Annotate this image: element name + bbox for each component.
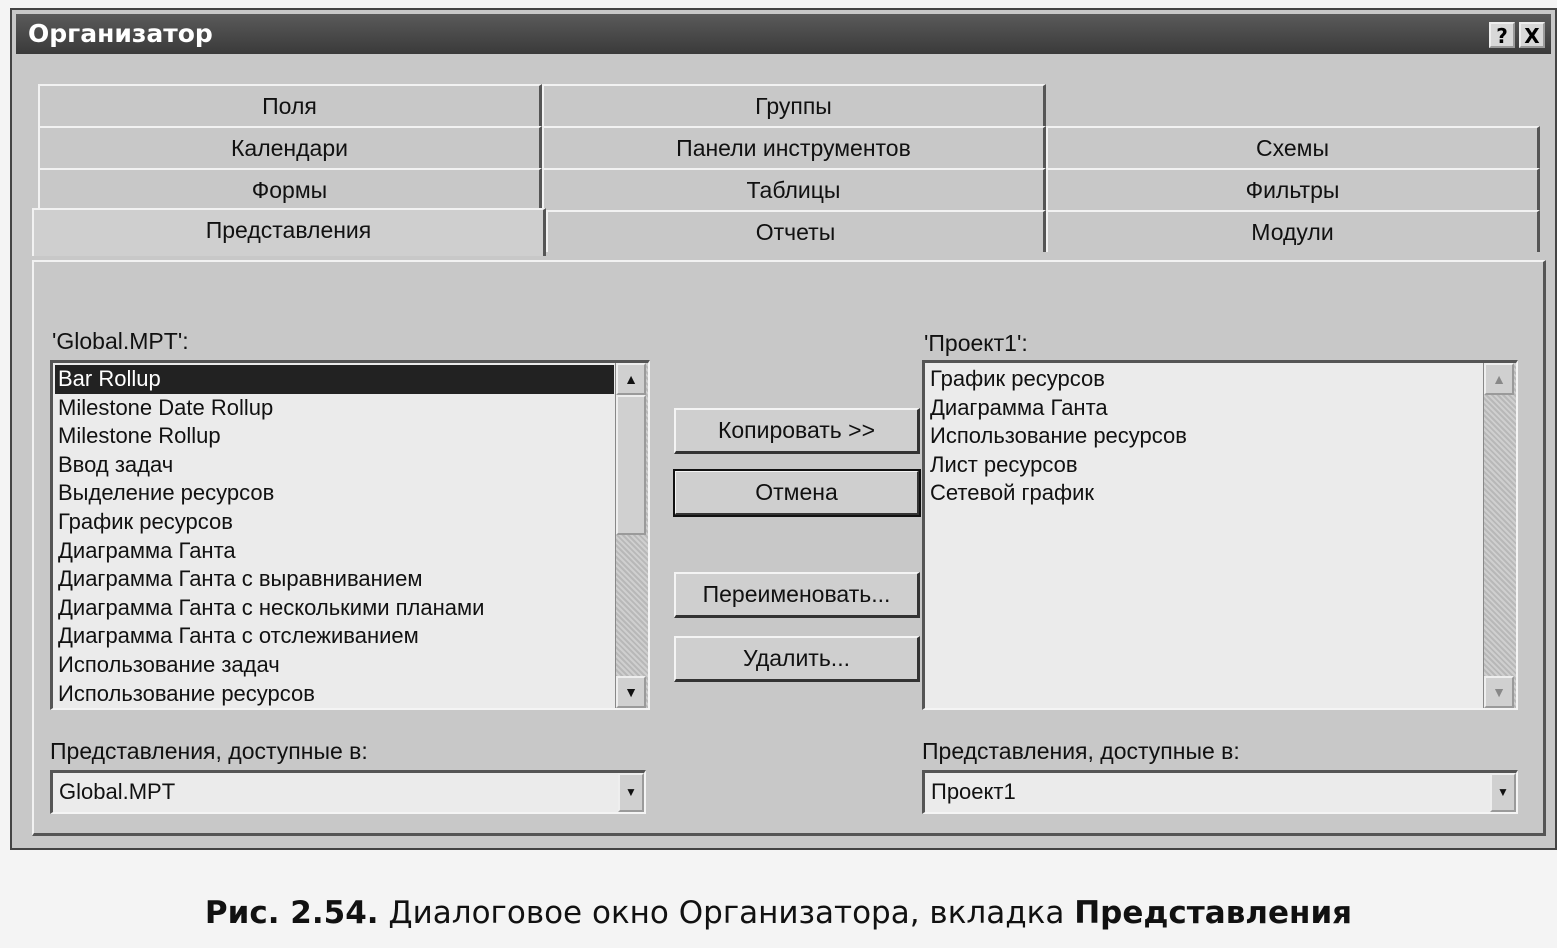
scroll-down-arrow-icon[interactable]: ▼	[616, 676, 646, 708]
list-item[interactable]: Использование задач	[58, 651, 280, 677]
list-item[interactable]: Использование ресурсов	[930, 423, 1187, 449]
right-available-label: Представления, доступные в:	[922, 738, 1240, 764]
left-file-label: 'Global.MPT':	[52, 328, 189, 354]
caption-text: Диалоговое окно Организатора, вкладка	[378, 895, 1075, 931]
tab-reports[interactable]: Отчеты	[546, 210, 1046, 252]
list-item[interactable]: График ресурсов	[930, 366, 1105, 391]
right-list-items	[927, 365, 1482, 508]
left-available-select[interactable]	[50, 770, 646, 814]
list-item[interactable]: Выделение ресурсов	[58, 480, 275, 506]
tab-views[interactable]: Представления	[32, 208, 546, 256]
tab-calendars[interactable]: Календари	[38, 126, 542, 168]
list-item[interactable]: Использование ресурсов	[58, 680, 315, 706]
scroll-thumb[interactable]	[616, 395, 646, 535]
help-button[interactable]: ?	[1489, 22, 1515, 48]
right-available-value: Проект1	[931, 779, 1016, 804]
left-scrollbar[interactable]	[615, 363, 648, 708]
figure-caption	[0, 895, 1557, 931]
caption-prefix: Рис. 2.54.	[204, 895, 379, 931]
right-views-list[interactable]	[922, 360, 1518, 710]
list-item[interactable]: Milestone Date Rollup	[58, 394, 274, 420]
list-item[interactable]: Сетевой график	[930, 480, 1095, 506]
tab-groups[interactable]: Группы	[542, 84, 1046, 126]
cancel-button[interactable]: Отмена	[674, 470, 920, 516]
tab-tables[interactable]: Таблицы	[542, 168, 1046, 210]
scroll-down-arrow-icon[interactable]: ▼	[1484, 676, 1514, 708]
organizer-dialog	[10, 8, 1557, 850]
tab-filters[interactable]: Фильтры	[1046, 168, 1540, 210]
scroll-up-arrow-icon[interactable]: ▲	[616, 363, 646, 395]
list-item[interactable]: Ввод задач	[58, 451, 174, 477]
right-file-label: 'Проект1':	[924, 330, 1028, 356]
scroll-up-arrow-icon[interactable]: ▲	[1484, 363, 1514, 395]
left-available-label: Представления, доступные в:	[50, 738, 368, 764]
dropdown-arrow-icon[interactable]: ▼	[618, 773, 644, 812]
tab-maps[interactable]: Схемы	[1046, 126, 1540, 168]
tab-forms[interactable]: Формы	[38, 168, 542, 210]
list-item[interactable]: Диаграмма Ганта	[58, 537, 236, 563]
right-available-select[interactable]	[922, 770, 1518, 814]
tab-fields[interactable]: Поля	[38, 84, 542, 126]
title-bar	[16, 14, 1551, 54]
tab-toolbars[interactable]: Панели инструментов	[542, 126, 1046, 168]
left-available-value: Global.MPT	[59, 779, 176, 804]
caption-emphasis: Представления	[1074, 895, 1353, 931]
list-item[interactable]: Лист ресурсов	[930, 451, 1078, 477]
dropdown-arrow-icon[interactable]: ▼	[1490, 773, 1516, 812]
close-button[interactable]: X	[1519, 22, 1545, 48]
list-item[interactable]: Bar Rollup	[55, 365, 614, 394]
tab-modules[interactable]: Модули	[1046, 210, 1540, 252]
list-item[interactable]: Диаграмма Ганта с отслеживанием	[58, 623, 419, 649]
list-item[interactable]: Диаграмма Ганта с выравниванием	[58, 566, 423, 592]
rename-button[interactable]: Переименовать...	[674, 572, 920, 618]
left-views-list[interactable]	[50, 360, 650, 710]
right-scrollbar[interactable]	[1483, 363, 1516, 708]
left-list-items	[55, 365, 614, 708]
delete-button[interactable]: Удалить...	[674, 636, 920, 682]
list-item[interactable]: Диаграмма Ганта с несколькими планами	[58, 594, 485, 620]
list-item[interactable]: Диаграмма Ганта	[930, 394, 1108, 420]
list-item[interactable]: Milestone Rollup	[58, 423, 221, 449]
copy-button[interactable]: Копировать >>	[674, 408, 920, 454]
list-item[interactable]: График ресурсов	[58, 508, 233, 534]
window-title: Организатор	[28, 19, 213, 48]
